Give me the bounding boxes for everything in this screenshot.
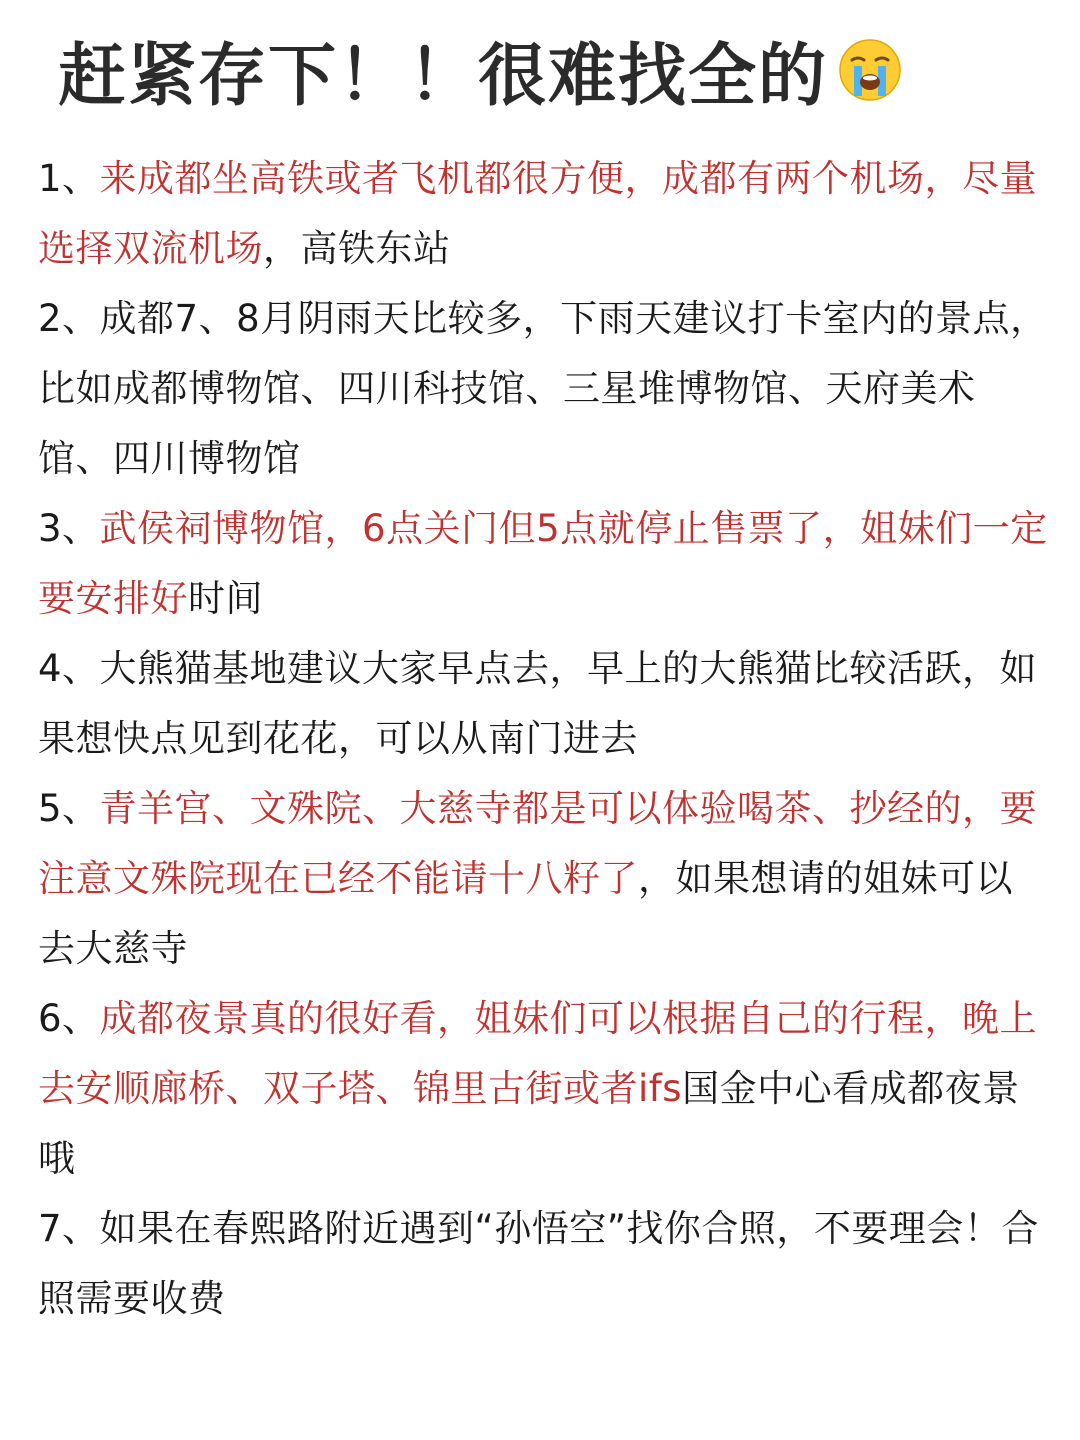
list-item bbox=[38, 984, 1048, 1194]
list-item bbox=[38, 774, 1048, 984]
item-number: 5、 bbox=[38, 787, 100, 830]
item-text-highlight: 来成都坐高铁或者飞机都很方便，成都有两个机场，尽量选择双流机场 bbox=[38, 157, 1038, 270]
item-text-highlight: 成都夜景真的很好看，姐妹们可以根据自己的行程，晚上去安顺廊桥、双子塔、锦里古街或者ifs bbox=[38, 997, 1038, 1110]
item-number: 7、 bbox=[38, 1207, 100, 1250]
loudly-crying-face-icon bbox=[838, 38, 902, 102]
item-text: 时间 bbox=[188, 577, 263, 620]
list-item bbox=[38, 634, 1048, 774]
item-number: 6、 bbox=[38, 997, 100, 1040]
list-item bbox=[38, 144, 1048, 284]
item-number: 4、 bbox=[38, 647, 100, 690]
item-text: 大熊猫基地建议大家早点去，早上的大熊猫比较活跃，如果想快点见到花花，可以从南门进去 bbox=[38, 647, 1038, 760]
item-number: 2、 bbox=[38, 297, 100, 340]
item-text-highlight: 武侯祠博物馆，6点关门但5点就停止售票了，姐妹们一定要安排好 bbox=[38, 507, 1048, 620]
item-text: 成都7、8月阴雨天比较多，下雨天建议打卡室内的景点，比如成都博物馆、四川科技馆、三星堆博物馆、天府美术馆、四川博物馆 bbox=[38, 297, 1048, 480]
item-text: 如果在春熙路附近遇到“孙悟空”找你合照，不要理会！合照需要收费 bbox=[38, 1207, 1039, 1320]
tips-list bbox=[38, 144, 1048, 1334]
item-text: ，如果想请的姐妹可以去大慈寺 bbox=[38, 857, 1013, 970]
list-item bbox=[38, 1194, 1048, 1334]
page-title bbox=[58, 22, 902, 118]
title-text: 赶紧存下！！很难找全的 bbox=[58, 36, 829, 116]
item-text: ，高铁东站 bbox=[263, 227, 451, 270]
list-item bbox=[38, 284, 1048, 494]
item-number: 1、 bbox=[38, 157, 100, 200]
list-item bbox=[38, 494, 1048, 634]
item-text: 国金中心看成都夜景哦 bbox=[38, 1067, 1020, 1180]
item-text-highlight: 青羊宫、文殊院、大慈寺都是可以体验喝茶、抄经的，要注意文殊院现在已经不能请十八籽了 bbox=[38, 787, 1038, 900]
item-number: 3、 bbox=[38, 507, 100, 550]
